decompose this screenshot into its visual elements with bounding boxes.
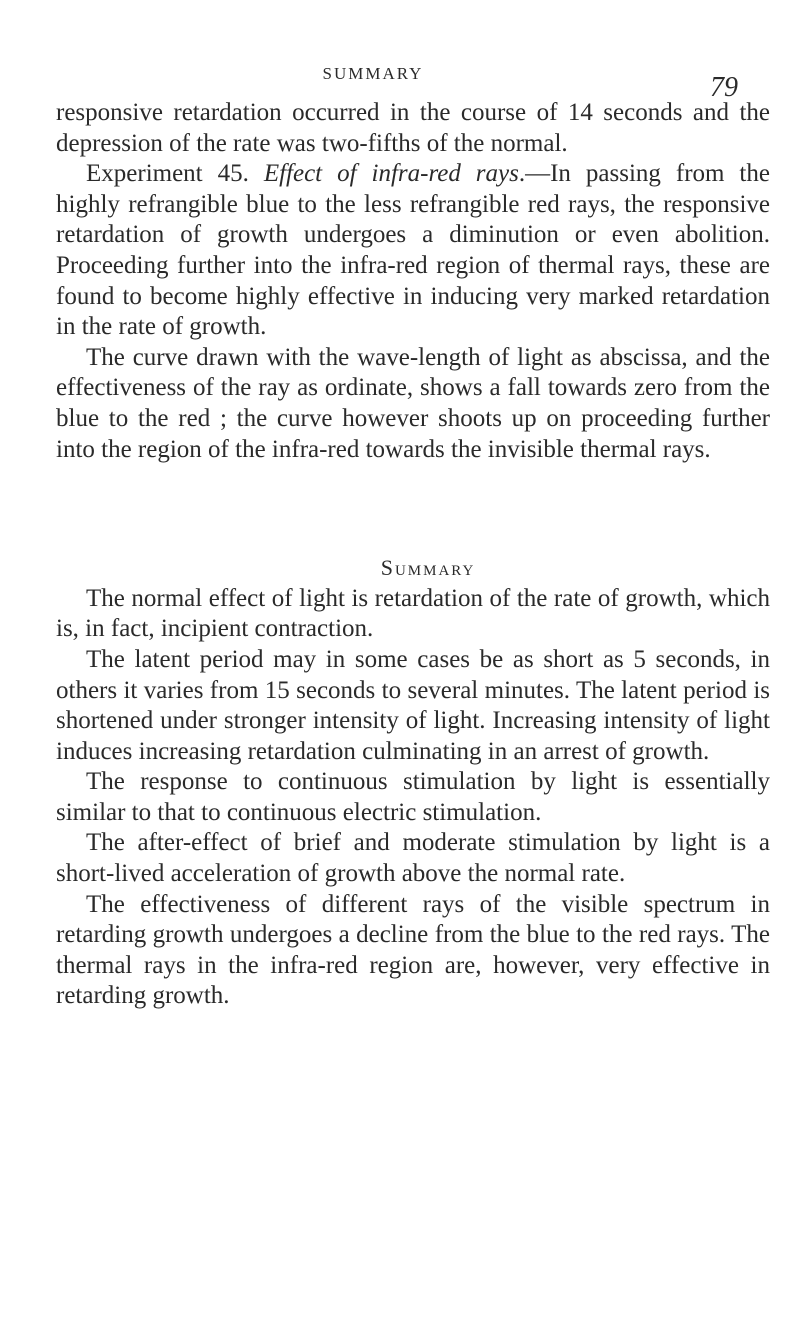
running-head: SUMMARY — [322, 64, 424, 83]
page-body — [56, 98, 770, 1012]
page-number: 79 — [710, 72, 738, 103]
paragraph-experiment-45 — [56, 159, 770, 343]
paragraph-continuation: responsive retardation occurred in the course of 14 seconds and the depression of the rate was two-fifths of the normal. — [56, 99, 770, 157]
section-heading: Summary — [380, 555, 476, 581]
summary-paragraph: The normal effect of light is retardation of the rate of growth, which is, in fact, incipient contraction. — [56, 584, 770, 643]
paragraph-curve: The curve drawn with the wave-length of light as abscissa, and the effectiveness of the ray as ordinate, shows a fall towards zero from the blue to the red ; the curve however shoots up on proceeding further into the region of the infra-red towards the invisible thermal rays. — [56, 343, 770, 463]
experiment-text: .—In passing from the highly refrangible blue to the less refrangible red rays, the responsive retardation of growth undergoes a diminution or even abolition. Proceeding further into the infra-red region of thermal rays, these are found to become highly effective in inducing very marked retardation in the rate of growth. — [56, 160, 770, 341]
experiment-label: Experiment 45. — [86, 160, 264, 188]
summary-paragraph: The after-effect of brief and moderate stimulation by light is a short-lived acceleration of growth above the normal rate. — [56, 829, 770, 888]
summary-paragraph: The latent period may in some cases be as short as 5 seconds, in others it varies from 15 seconds to several minutes. The latent period is shortened under stronger intensity of light. Increasing intensity of light induces increasing retardation culminating in an arrest of growth. — [56, 645, 770, 765]
experiment-title: Effect of infra-red rays — [263, 160, 519, 188]
summary-paragraph: The effectiveness of different rays of the visible spectrum in retarding growth undergoes a decline from the blue to the red rays. The thermal rays in the infra-red region are, however, very effective in retarding growth. — [56, 890, 770, 1010]
section-spacer — [56, 465, 770, 553]
summary-paragraph: The response to continuous stimulation by light is essentially similar to that to continuous electric stimulation. — [56, 768, 770, 826]
